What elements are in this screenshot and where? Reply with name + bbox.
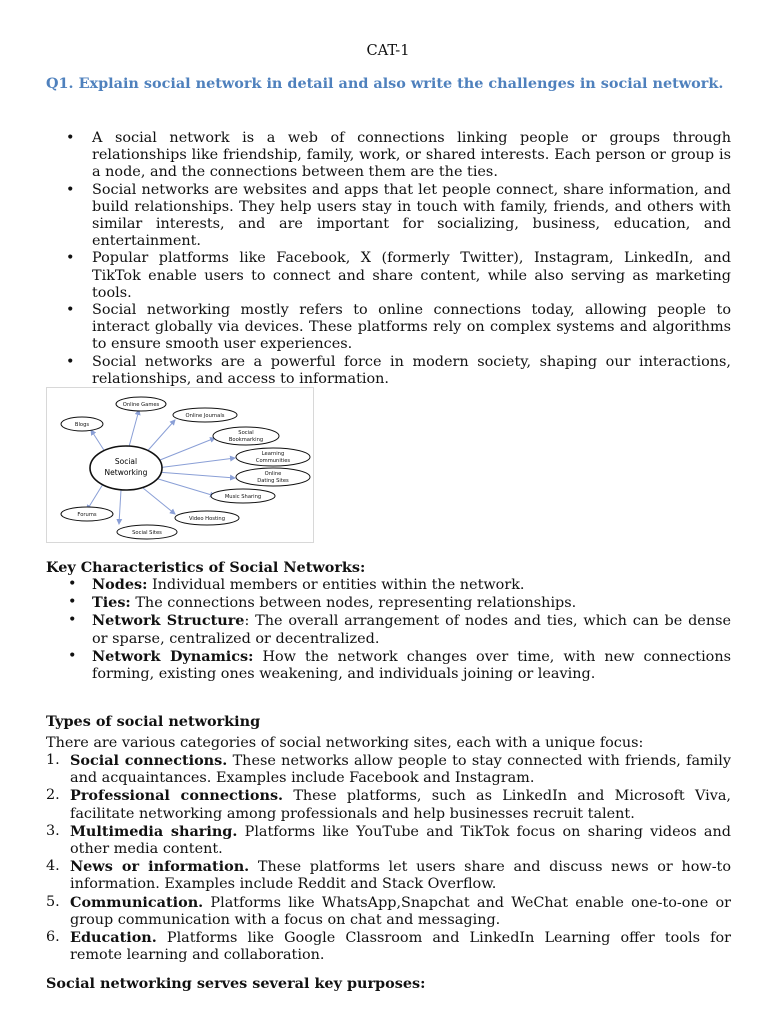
types-list bbox=[46, 752, 731, 964]
node-forums-label: Forums bbox=[77, 512, 97, 518]
center-label-line1: Social bbox=[114, 457, 138, 466]
characteristic-term: Ties: bbox=[92, 594, 131, 612]
node-online-games-label: Online Games bbox=[122, 402, 160, 408]
diagram-center-node bbox=[90, 446, 162, 490]
node-music-sharing-label: Music Sharing bbox=[224, 494, 262, 500]
characteristic-term: Network Dynamics: bbox=[92, 647, 254, 665]
type-text: These networks allow people to stay connected with friends, family and acquaintances. Examples include Facebook and Instagram. bbox=[70, 753, 732, 787]
bullet-item: • Popular platforms like Facebook, X (formerly Twitter), Instagram, LinkedIn, and TikTok enable users to connect and share content, while also serving as marketing tools. bbox=[46, 250, 731, 302]
characteristic-term: Network Structure bbox=[92, 612, 245, 630]
center-label-line2: Networking bbox=[104, 468, 148, 477]
diagram-svg bbox=[47, 388, 313, 542]
node-online-journals bbox=[173, 408, 237, 422]
node-learning-communities bbox=[236, 448, 310, 466]
characteristic-item bbox=[46, 594, 731, 612]
type-item bbox=[46, 823, 731, 858]
type-number: 4. bbox=[46, 858, 60, 875]
type-term: Professional connections. bbox=[70, 787, 284, 805]
characteristic-item bbox=[46, 612, 731, 647]
characteristic-text: How the network changes over time, with new connections forming, existing ones weakening, and individuals joining or leaving. bbox=[92, 648, 731, 683]
node-online-dating bbox=[236, 468, 310, 486]
bullet-item: • Social networks are websites and apps that let people connect, share information, and build relationships. They help users stay in touch with family, friends, and others with similar interests, and are important for socializing, business, education, and entertainment. bbox=[46, 182, 731, 251]
type-item bbox=[46, 894, 731, 929]
key-characteristics-list bbox=[46, 576, 731, 683]
question-heading: Q1. Explain social network in detail and also write the challenges in social network. bbox=[46, 75, 724, 92]
document-title: CAT-1 bbox=[366, 42, 410, 59]
node-learning-communities-label1: Learning bbox=[261, 451, 285, 457]
social-networking-diagram bbox=[46, 387, 314, 543]
type-term: Social connections. bbox=[70, 752, 228, 769]
characteristic-text: : The overall arrangement of nodes and ties, which can be dense or sparse, centralized or decentralized. bbox=[92, 613, 731, 647]
node-blogs-label: Blogs bbox=[74, 422, 90, 428]
node-blogs bbox=[61, 417, 103, 431]
node-social-bookmarking bbox=[213, 427, 279, 445]
types-heading: Types of social networking bbox=[46, 713, 261, 730]
type-term: Education. bbox=[70, 929, 157, 947]
type-term: Multimedia sharing. bbox=[70, 822, 238, 840]
type-item bbox=[46, 752, 731, 787]
bullet-item: • Social networks are a powerful force in modern society, shaping our interactions, relationships, and access to information. bbox=[46, 354, 731, 388]
type-text: Platforms like Google Classroom and LinkedIn Learning offer tools for remote learning and collaboration. bbox=[70, 930, 731, 964]
type-term: Communication. bbox=[70, 893, 204, 911]
type-text: These platforms, such as LinkedIn and Microsoft Viva, facilitate networking among professionals and help businesses recruit talent. bbox=[70, 788, 731, 822]
node-video-hosting bbox=[175, 511, 239, 525]
characteristic-term: Nodes: bbox=[92, 576, 148, 593]
node-online-journals-label: Online Journals bbox=[185, 413, 225, 419]
type-item bbox=[46, 858, 731, 893]
node-music-sharing bbox=[211, 489, 275, 503]
bullet-item: • Social networking mostly refers to online connections today, allowing people to interact globally via devices. These platforms rely on complex systems and algorithms to ensure smooth user experiences. bbox=[46, 302, 731, 354]
type-number: 1. bbox=[46, 752, 60, 768]
type-number: 2. bbox=[46, 787, 60, 804]
node-video-hosting-label: Video Hosting bbox=[188, 516, 226, 522]
type-number: 5. bbox=[46, 893, 60, 910]
node-social-sites bbox=[117, 525, 177, 539]
characteristic-text: Individual members or entities within the network. bbox=[147, 577, 525, 593]
type-number: 3. bbox=[46, 822, 60, 839]
node-learning-communities-label2: Communities bbox=[255, 458, 291, 464]
node-social-sites-label: Social Sites bbox=[132, 530, 162, 536]
intro-bullet-list bbox=[46, 130, 731, 388]
node-online-games bbox=[116, 397, 166, 411]
type-text: Platforms like YouTube and TikTok focus on sharing videos and other media content. bbox=[70, 823, 731, 858]
key-characteristics-heading: Key Characteristics of Social Networks: bbox=[46, 559, 366, 576]
type-item bbox=[46, 787, 731, 822]
type-number: 6. bbox=[46, 929, 60, 946]
node-online-dating-label1: Online bbox=[264, 471, 282, 477]
type-text: These platforms let users share and discuss news or how-to information. Examples include Reddit and Stack Overflow. bbox=[70, 859, 731, 893]
node-forums bbox=[61, 507, 113, 521]
node-social-bookmarking-label1: Social bbox=[238, 430, 254, 436]
types-intro: There are various categories of social networking sites, each with a unique focus: bbox=[46, 735, 644, 751]
characteristic-item bbox=[46, 648, 731, 683]
type-text: Platforms like WhatsApp,Snapchat and WeChat enable one-to-one or group communication with a focus on chat and messaging. bbox=[70, 894, 731, 928]
type-term: News or information. bbox=[70, 858, 250, 876]
type-item bbox=[46, 929, 731, 964]
node-social-bookmarking-label2: Bookmarking bbox=[228, 437, 264, 443]
purposes-heading: Social networking serves several key purposes: bbox=[46, 975, 426, 992]
characteristic-item bbox=[46, 576, 731, 594]
characteristic-text: The connections between nodes, representing relationships. bbox=[130, 595, 577, 612]
node-online-dating-label2: Dating Sites bbox=[257, 478, 289, 484]
bullet-item: • A social network is a web of connections linking people or groups through relationships like friendship, family, work, or shared interests. Each person or group is a node, and the connections between them are the ties. bbox=[46, 130, 731, 182]
